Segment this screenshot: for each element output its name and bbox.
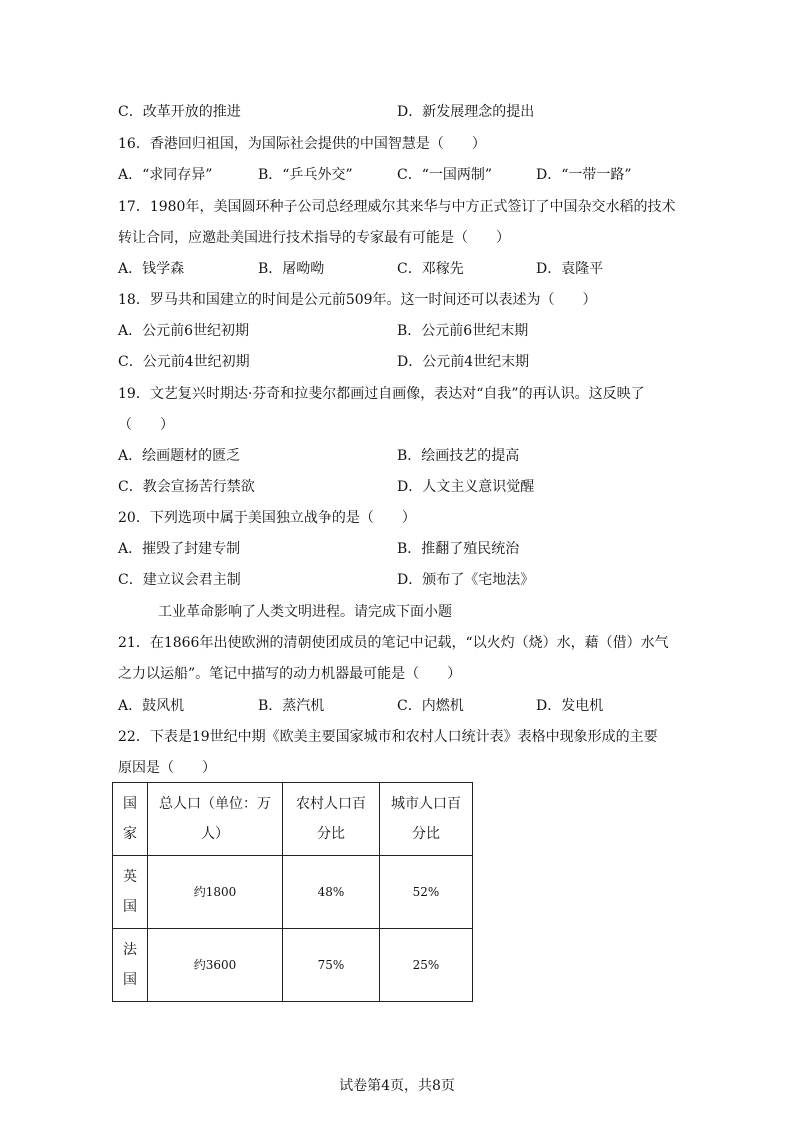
q16-option-c: C．“一国两制” — [397, 167, 493, 183]
q20-stem: 20．下列选项中属于美国独立战争的是（ ） — [118, 510, 416, 526]
q15-option-d: D．新发展理念的提出 — [397, 104, 535, 120]
table-row — [113, 929, 473, 1002]
header-rural-percent: 农村人口百 分比 — [283, 783, 380, 856]
row-total: 约3600 — [148, 929, 283, 1002]
q17-option-c: C．邓稼先 — [397, 261, 464, 277]
q20-option-b: B．推翻了殖民统治 — [397, 541, 520, 557]
row-total: 约1800 — [148, 856, 283, 929]
q19-option-c: C．教会宣扬苦行禁欲 — [118, 479, 255, 495]
q16-option-d: D．“一带一路” — [536, 167, 632, 183]
q21-option-a: A．鼓风机 — [118, 698, 185, 714]
q20-option-c: C．建立议会君主制 — [118, 572, 241, 588]
q16-stem: 16．香港回归祖国，为国际社会提供的中国智慧是（ ） — [118, 136, 486, 152]
row-rural: 75% — [283, 929, 380, 1002]
q19-option-b: B．绘画技艺的提高 — [397, 448, 520, 464]
population-table — [112, 782, 473, 1002]
q18-stem: 18．罗马共和国建立的时间是公元前509年。这一时间还可以表述为（ ） — [118, 292, 597, 308]
q18-option-c: C．公元前4世纪初期 — [118, 354, 250, 370]
q21-stem-line2: 之力以运船”。笔记中描写的动力机器最可能是（ ） — [118, 666, 462, 682]
q17-option-d: D．袁隆平 — [536, 261, 604, 277]
header-urban-percent: 城市人口百 分比 — [380, 783, 473, 856]
q22-stem-line1: 22．下表是19世纪中期《欧美主要国家城市和农村人口统计表》表格中现象形成的主要 — [118, 729, 658, 745]
q17-stem-line2: 转让合同，应邀赴美国进行技术指导的专家最有可能是（ ） — [118, 230, 510, 246]
q17-option-b: B．屠呦呦 — [258, 261, 325, 277]
section-intro: 工业革命影响了人类文明进程。请完成下面小题 — [158, 604, 452, 620]
q16-option-b: B．“乒乓外交” — [258, 167, 353, 183]
q20-option-a: A．摧毁了封建专制 — [118, 541, 241, 557]
q18-option-b: B．公元前6世纪末期 — [397, 323, 529, 339]
q17-stem-line1: 17．1980年，美国圆环种子公司总经理威尔其来华与中方正式签订了中国杂交水稻的技术 — [118, 199, 676, 215]
table-row — [113, 856, 473, 929]
q19-option-a: A．绘画题材的匮乏 — [118, 448, 241, 464]
row-country: 英 国 — [113, 856, 148, 929]
q15-option-c: C．改革开放的推进 — [118, 104, 241, 120]
q18-option-a: A．公元前6世纪初期 — [118, 323, 250, 339]
row-urban: 25% — [380, 929, 473, 1002]
q17-option-a: A．钱学森 — [118, 261, 185, 277]
q21-stem-line1: 21．在1866年出使欧洲的清朝使团成员的笔记中记载，“以火灼（烧）水，藉（借）水气 — [118, 635, 669, 651]
row-rural: 48% — [283, 856, 380, 929]
row-country: 法 国 — [113, 929, 148, 1002]
header-total-population: 总人口（单位：万 人） — [148, 783, 283, 856]
page-footer: 试卷第4页，共8页 — [339, 1078, 455, 1094]
q19-stem-line2: （ ） — [118, 417, 174, 433]
q21-option-c: C．内燃机 — [397, 698, 464, 714]
q18-option-d: D．公元前4世纪末期 — [397, 354, 530, 370]
q19-stem-line1: 19．文艺复兴时期达·芬奇和拉斐尔都画过自画像，表达对“自我”的再认识。这反映了 — [118, 386, 645, 402]
q21-option-d: D．发电机 — [536, 698, 604, 714]
table-header-row — [113, 783, 473, 856]
q19-option-d: D．人文主义意识觉醒 — [397, 479, 535, 495]
row-urban: 52% — [380, 856, 473, 929]
q20-option-d: D．颁布了《宅地法》 — [397, 572, 535, 588]
q16-option-a: A．“求同存异” — [118, 167, 213, 183]
q22-stem-line2: 原因是（ ） — [118, 760, 216, 776]
header-country: 国 家 — [113, 783, 148, 856]
q21-option-b: B．蒸汽机 — [258, 698, 325, 714]
